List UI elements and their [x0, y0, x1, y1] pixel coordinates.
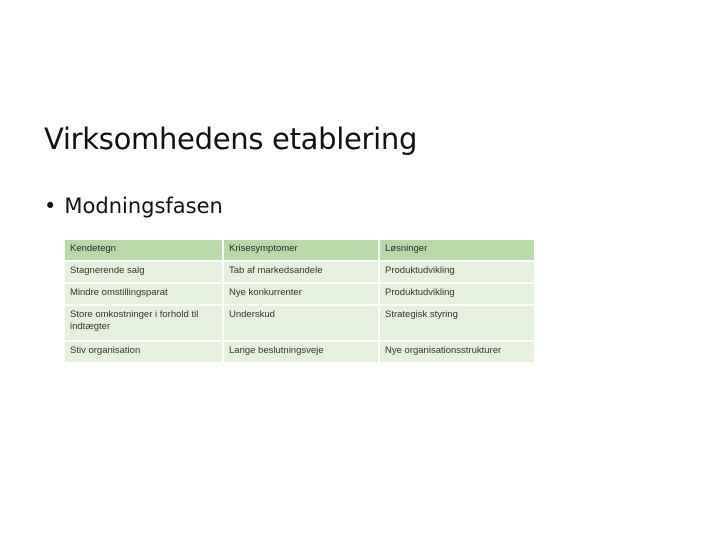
table-row — [65, 283, 535, 305]
table-cell: Tab af markedsandele — [223, 261, 379, 283]
table-cell: Stagnerende salg — [65, 261, 223, 283]
table-cell: Nye konkurrenter — [223, 283, 379, 305]
table-cell: Produktudvikling — [379, 261, 535, 283]
bullet-text: Modningsfasen — [64, 194, 223, 218]
table-row — [65, 341, 535, 363]
table-header-row — [65, 240, 535, 261]
table-cell: Lange beslutningsveje — [223, 341, 379, 363]
column-header-krisesymptomer: Krisesymptomer — [223, 240, 379, 261]
table-cell: Underskud — [223, 305, 379, 341]
column-header-loesninger: Løsninger — [379, 240, 535, 261]
table-cell: Store omkostninger i forhold til indtægter — [65, 305, 223, 341]
table-row — [65, 305, 535, 341]
table-cell: Produktudvikling — [379, 283, 535, 305]
column-header-kendetegn: Kendetegn — [65, 240, 223, 261]
bullet-item — [44, 194, 223, 218]
slide-title: Virksomhedens etablering — [44, 122, 418, 156]
table-cell: Stiv organisation — [65, 341, 223, 363]
table-cell: Nye organisationsstrukturer — [379, 341, 535, 363]
table-row — [65, 261, 535, 283]
table-cell: Mindre omstillingsparat — [65, 283, 223, 305]
table-cell: Strategisk styring — [379, 305, 535, 341]
phase-table — [65, 240, 536, 364]
bullet-icon: • — [44, 194, 57, 218]
